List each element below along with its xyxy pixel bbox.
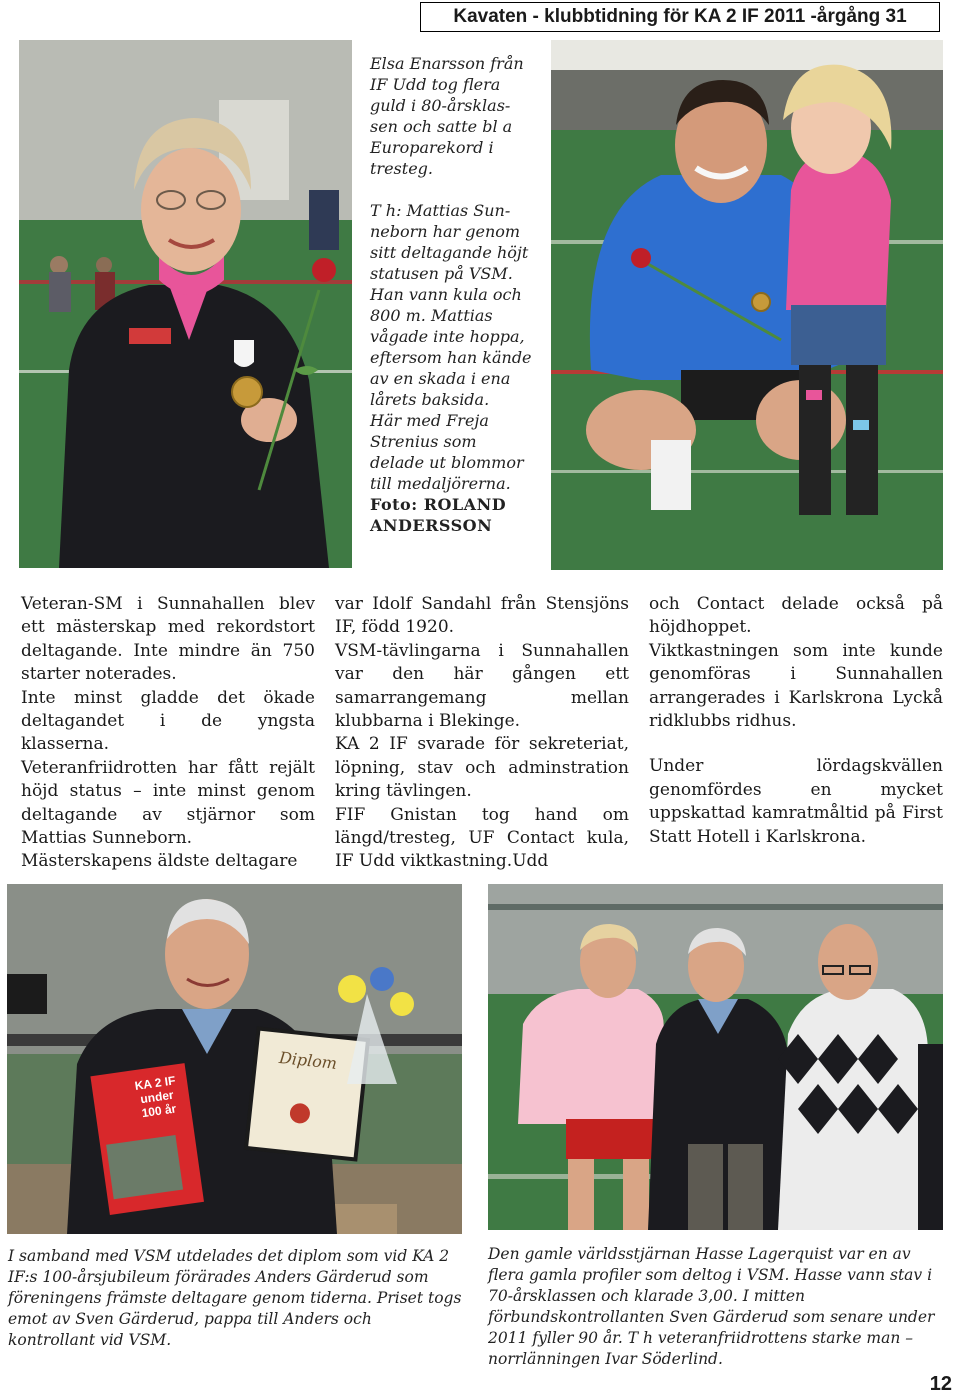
article-paragraph: KA 2 IF svarade för sekreteriat, löpning, stav och adminstration kring tävlingen. — [335, 734, 629, 802]
page-number: 12 — [929, 1373, 952, 1395]
article-paragraph: Inte minst gladde det ökade deltagandet i de yngsta klasserna. — [21, 687, 315, 755]
caption-line: guld i 80-årsklas- — [370, 96, 511, 115]
article-paragraph: och Contact delade också på höjdhoppet. — [649, 594, 943, 638]
caption-line: Han vann kula och — [370, 285, 522, 304]
page-header: Kavaten - klubbtidning för KA 2 IF 2011 -årgång 31 — [420, 2, 940, 32]
article-column-1 — [21, 593, 315, 874]
article-column-2 — [335, 593, 629, 874]
book-title-line: 100 år — [140, 1101, 178, 1121]
article-paragraph: Veteranfriidrotten har fått rejält höjd status – inte minst genom deltagande av stjärnor som Mattias Sunneborn. — [21, 757, 315, 849]
caption-line: Europarekord i — [370, 138, 494, 157]
article-paragraph: VSM-tävlingarna i Sunnahallen var den här gången ett samarrangemang mellan klubbarna i Blekinge. — [335, 640, 629, 732]
caption-line: delade ut blommor — [370, 453, 524, 472]
caption-line: sen och satte bl a — [370, 117, 513, 136]
caption-line: Här med Freja — [370, 411, 489, 430]
book-title-line: under — [139, 1087, 175, 1107]
caption-line: sitt deltagande höjt — [370, 243, 529, 262]
bottom-right-caption: Den gamle världsstjärnan Hasse Lagerquist var en av flera gamla profiler som deltog i VSM. Hasse vann stav i 70-årsklassen och klarade 3,00. I mitten förbundskontrollanten Sven Gärderud som senare under 2011 fyller 90 år. T h veteranfriidrottens starke man – norrlänningen Ivar Söderlind. — [488, 1245, 935, 1368]
diploma-title: Diplom — [278, 1048, 338, 1073]
article-paragraph: FIF Gnistan tog hand om längd/tresteg, UF Contact kula, IF Udd viktkastning.Udd — [335, 804, 629, 872]
caption-line: T h: Mattias Sun- — [370, 201, 511, 220]
caption-line: Strenius som — [370, 432, 477, 451]
caption-line: statusen på VSM. — [370, 264, 513, 283]
photo-mattias-sunneborn — [551, 40, 943, 570]
article-column-3 — [649, 593, 943, 849]
article-paragraph: Under lördagskvällen genomfördes en mycket uppskattad kamratmåltid på First Statt Hotell i Karlskrona. — [649, 756, 943, 847]
photo-three-veterans — [488, 884, 943, 1230]
caption-line: Elsa Enarsson från — [370, 54, 524, 73]
caption-line: neborn har genom — [370, 222, 521, 241]
article-paragraph: Viktkastningen som inte kunde genomföras i Sunnahallen arrangerades i Karlskrona Lyckå ridklubbs ridhus. — [649, 640, 943, 732]
caption-line: vågade inte hoppa, — [370, 327, 525, 346]
top-photo-caption — [370, 53, 545, 536]
caption-line: 800 m. Mattias — [370, 306, 493, 325]
photo-elsa-enarsson — [19, 40, 352, 568]
bottom-left-caption: I samband med VSM utdelades det diplom som vid KA 2 IF:s 100-årsjubileum förärades Anders Gärderud som föreningens främste deltagare genom tiderna. Priset togs emot av Sven Gärderud, pappa till Anders och kontrollant vid VSM. — [8, 1247, 462, 1349]
photo-sven-garderud-diploma — [7, 884, 462, 1234]
article-paragraph: var Idolf Sandahl från Stensjöns IF, född 1920. — [335, 594, 629, 638]
caption-line: lårets baksida. — [370, 390, 490, 409]
caption-line: tresteg. — [370, 159, 433, 178]
photo-credit: ANDERSSON — [370, 516, 493, 535]
caption-line: IF Udd tog flera — [370, 75, 501, 94]
caption-line: av en skada i ena — [370, 369, 511, 388]
photo-credit: Foto: ROLAND — [370, 495, 507, 514]
caption-spacer — [370, 179, 545, 200]
article-paragraph: Mästerskapens äldste deltagare — [21, 851, 298, 872]
caption-line: eftersom han kände — [370, 348, 532, 367]
article-paragraph: Veteran-SM i Sunnahallen blev ett mästerskap med rekordstort deltagande. Inte mindre än 750 starter noterades. — [21, 594, 315, 685]
book-title-line: KA 2 IF — [133, 1073, 177, 1093]
caption-line: till medaljörerna. — [370, 474, 511, 493]
